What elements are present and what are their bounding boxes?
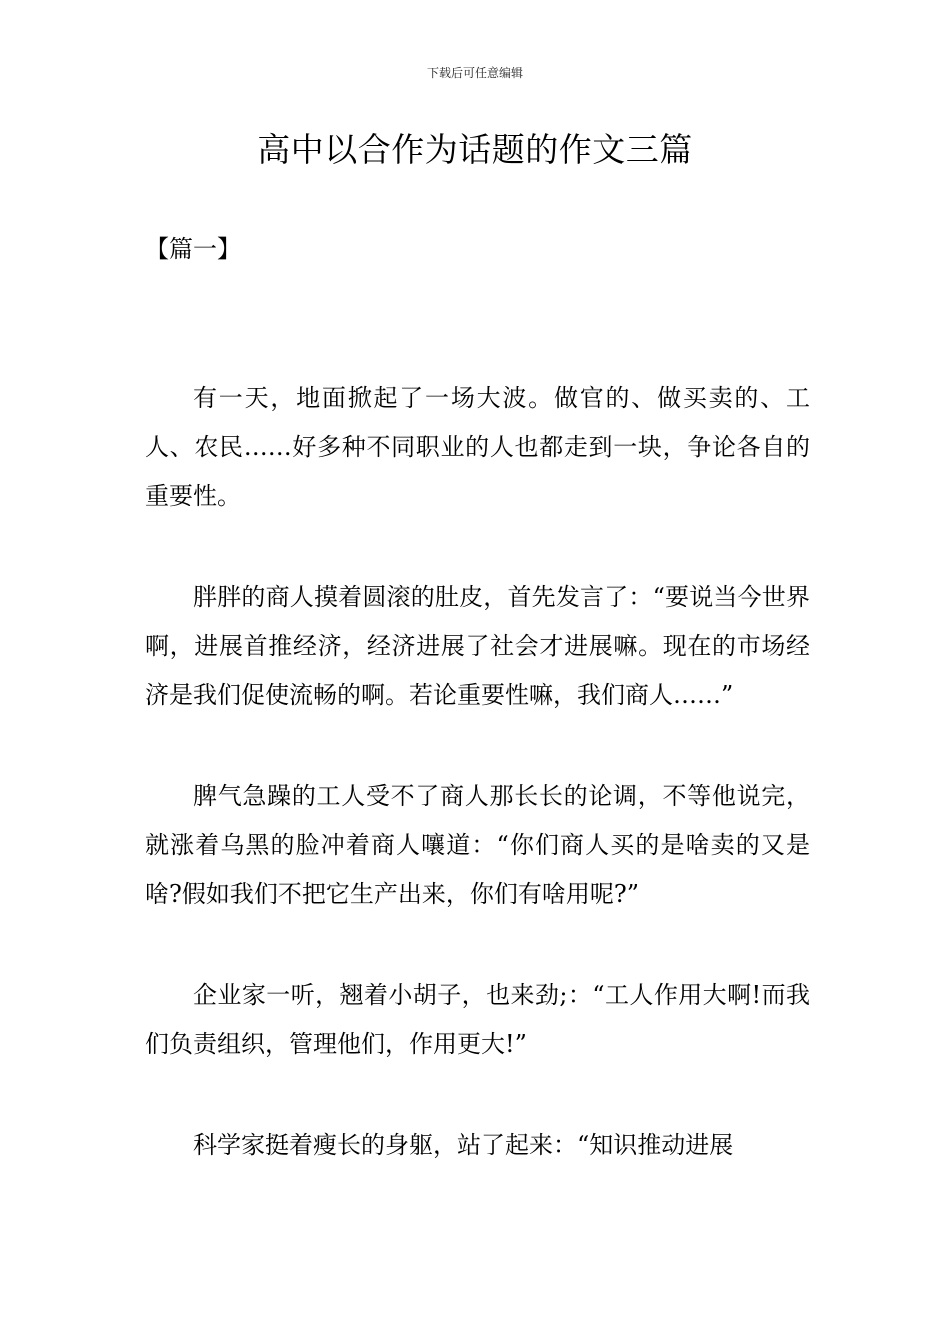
paragraph-5: 科学家挺着瘦长的身躯，站了起来：“知识推动进展 xyxy=(193,1131,734,1159)
section-label: 【篇一】 xyxy=(145,235,241,263)
paragraph-1: 有一天，地面掀起了一场大波。做官的、做买卖的、工人、农民……好多种不同职业的人也都走到一块，争论各自的重要性。 xyxy=(145,384,810,510)
paragraph-3: 脾气急躁的工人受不了商人那长长的论调，不等他说完，就涨着乌黑的脸冲着商人嚷道：“你们商人买的是啥卖的又是啥?假如我们不把它生产出来，你们有啥用呢?” xyxy=(145,782,810,908)
paragraph-2: 胖胖的商人摸着圆滚的肚皮，首先发言了：“要说当今世界啊，进展首推经济，经济进展了社会才进展嘛。现在的市场经济是我们促使流畅的啊。若论重要性嘛，我们商人……” xyxy=(145,583,810,709)
paragraph-4: 企业家一听，翘着小胡子，也来劲;：“工人作用大啊!而我们负责组织，管理他们，作用更大!” xyxy=(145,981,810,1058)
header-note: 下载后可任意编辑 xyxy=(426,66,523,80)
document-title: 高中以合作为话题的作文三篇 xyxy=(257,130,693,169)
document-body xyxy=(145,374,810,1222)
